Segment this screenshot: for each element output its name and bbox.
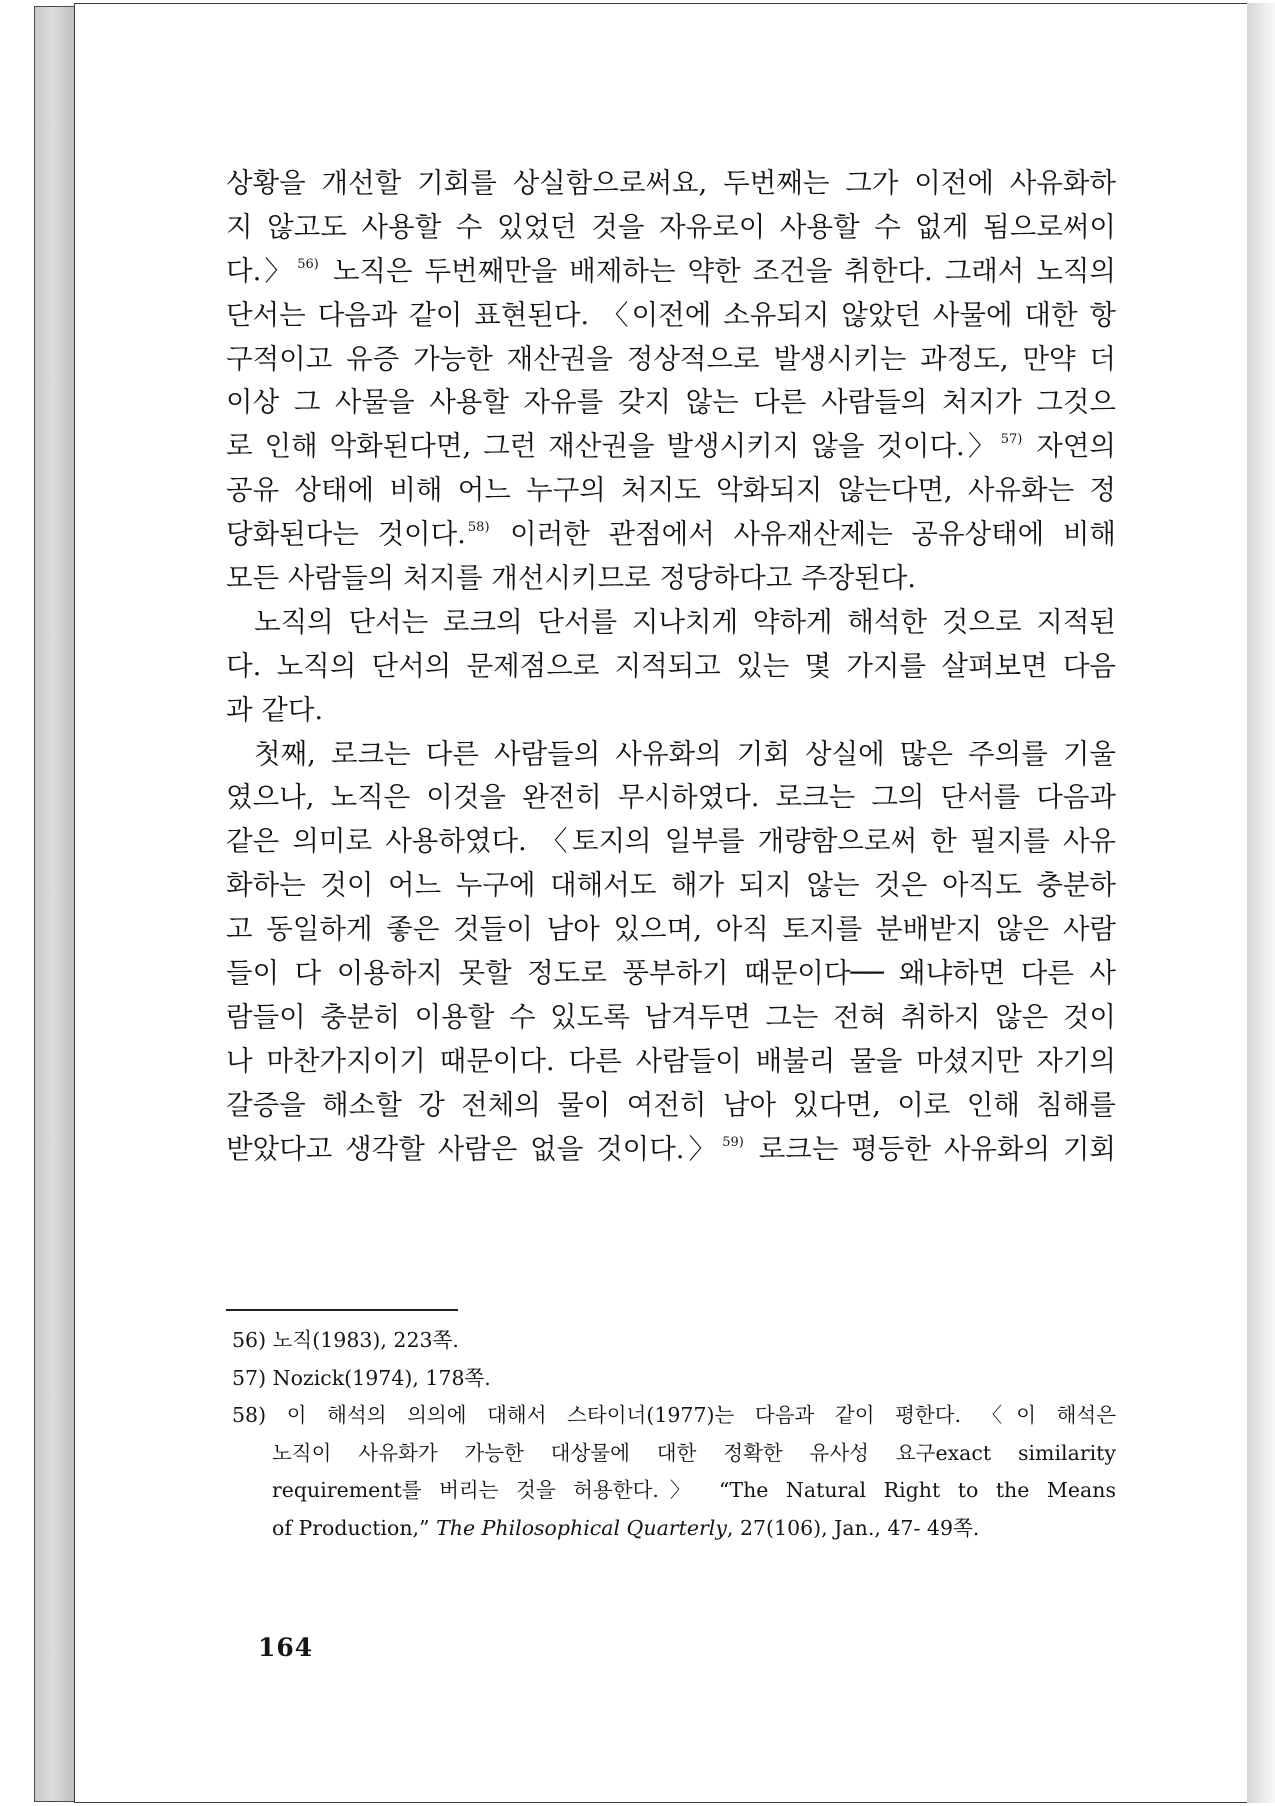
footnote-56 [232,1322,1116,1360]
footnote-text: 노직(1983), 223쪽. [272,1328,459,1352]
footnote-text: Nozick(1974), 178쪽. [272,1365,491,1390]
text-fragment: 로 인해 악화된다면, 그런 재산권을 발생시키지 않을 것이다.〉 [226,430,999,463]
footnote-58-cont [232,1510,1116,1548]
text-fragment: 당화된다는 것이다. [226,518,466,551]
text-line: 모든 사람들의 처지를 개선시키므로 정당하다고 주장된다. [226,562,917,595]
footnote-57 [232,1360,1116,1398]
text-line: 이상 그 사물을 사용할 자유를 갖지 않는 다른 사람들의 처지가 그것으 [226,386,1116,419]
text-line: 화하는 것이 어느 누구에 대해서도 해가 되지 않는 것은 아직도 충분하 [226,869,1116,902]
footnote-ref-57[interactable]: 57) [1000,432,1023,448]
journal-title: The Philosophical Quarterly [436,1515,727,1540]
text-line: 다. 노직의 단서의 문제점으로 지적되고 있는 몇 가지를 살펴보면 다음 [226,649,1116,682]
footnote-58-cont: 노직이 사유화가 가능한 대상물에 대한 정확한 유사성 요구exact similarity [272,1440,1116,1465]
text-line: 들이 다 이용하지 못할 정도로 풍부하기 때문이다── 왜냐하면 다른 사 [226,957,1116,990]
footnote-number: 58) [232,1403,267,1427]
text-line: 상황을 개선할 기회를 상실함으로써요, 두번째는 그가 이전에 사유화하 [226,167,1116,199]
text-line: 공유 상태에 비해 어느 누구의 처지도 악화되지 않는다면, 사유화는 정 [226,474,1116,507]
text-line: 고 동일하게 좋은 것들이 남아 있으며, 아직 토지를 분배받지 않은 사람 [226,913,1116,946]
footnote-text: 이 해석의 의의에 대해서 스타이너(1977)는 다음과 같이 평한다. 〈이 해석은 [286,1403,1116,1427]
page-number: 164 [258,1633,314,1662]
text-line: 람들이 충분히 이용할 수 있도록 남겨두면 그는 전혀 취하지 않은 것이 [226,1000,1116,1033]
footnotes [232,1322,1116,1547]
text-fragment: 자연의 [1036,430,1116,463]
text-line: 지 않고도 사용할 수 있었던 것을 자유로이 사용할 수 없게 됨으로써이 [226,210,1116,243]
text-fragment: 로크는 평등한 사유화의 기회 [758,1132,1116,1165]
footnote-ref-59[interactable]: 59) [722,1134,744,1150]
footnote-ref-58[interactable]: 58) [467,520,490,536]
footnote-number: 56) [232,1328,267,1352]
text-line [226,425,1116,469]
text-line: 나 마찬가지이기 때문이다. 다른 사람들이 배불리 물을 마셨지만 자기의 [226,1044,1116,1077]
text-fragment: 이러한 관점에서 사유재산제는 공유상태에 비해 [510,518,1116,551]
text-line [226,1128,1116,1172]
footnote-number: 57) [232,1365,267,1390]
footnote-divider [226,1309,458,1311]
body-text [226,162,1116,1171]
text-fragment: 다.〉 [226,254,296,287]
text-line: 과 같다. [226,693,324,726]
text-fragment: 노직은 두번째만을 배제하는 약한 조건을 취한다. 그래서 노직의 [332,254,1116,287]
footnote-ref-56[interactable]: 56) [297,256,319,272]
text-fragment: 받았다고 생각할 사람은 없을 것이다.〉 [226,1132,721,1165]
text-line: 단서는 다음과 같이 표현된다. 〈이전에 소유되지 않았던 사물에 대한 항 [226,298,1116,331]
book-spine [34,6,76,1802]
text-line: 노직의 단서는 로크의 단서를 지나치게 약하게 해석한 것으로 지적된 [254,605,1116,638]
footnote-text: , 27(106), Jan., 47- 49쪽. [726,1515,980,1540]
footnote-text: of Production,” [272,1515,430,1540]
text-line [226,513,1116,557]
page-edge [1247,3,1275,1803]
text-line: 구적이고 유증 가능한 재산권을 정상적으로 발생시키는 과정도, 만약 더 [226,342,1116,375]
text-line: 첫째, 로크는 다른 사람들의 사유화의 기회 상실에 많은 주의를 기울 [254,737,1116,770]
footnote-58 [232,1397,1116,1435]
footnote-58-cont: requirement를 버리는 것을 허용한다.〉 “The Natural Right to the Means [272,1478,1116,1502]
text-line: 였으나, 노직은 이것을 완전히 무시하였다. 로크는 그의 단서를 다음과 [226,781,1116,814]
text-line: 갈증을 해소할 강 전체의 물이 여전히 남아 있다면, 이로 인해 침해를 [226,1088,1116,1121]
text-line: 같은 의미로 사용하였다. 〈토지의 일부를 개량함으로써 한 필지를 사유 [226,825,1116,858]
text-line [226,250,1116,294]
